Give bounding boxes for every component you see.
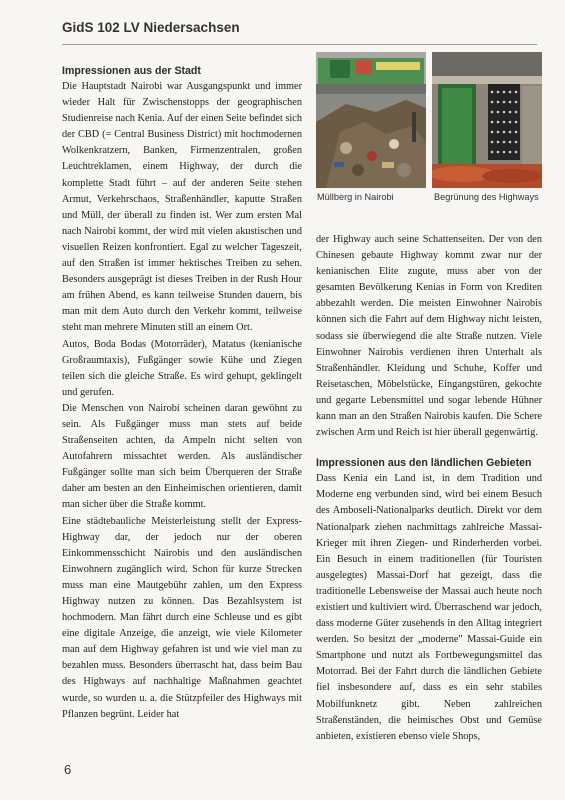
right-column bbox=[316, 232, 542, 745]
page-number: 6 bbox=[64, 762, 72, 777]
header-divider bbox=[62, 44, 537, 45]
photo-caption: Begrünung des Highways bbox=[434, 192, 539, 202]
section-heading-rural: Impressionen aus den ländlichen Gebieten bbox=[316, 457, 532, 470]
photo-caption: Müllberg in Nairobi bbox=[317, 192, 394, 202]
left-column bbox=[62, 63, 302, 723]
paragraph: Die Hauptstadt Nairobi war Ausgangspunkt und immer wieder Halt für Zwischenstopps der geographischen Studienreise nach Kenia. Auf der einen Seite befindet sich der CBD (= Central Business District) mit hochmodernen Wolkenkratzern, Banken, Firmenzentralen, großen Leuchtreklamen, einem Highway, der durch die komplette Stadt führt – auf der anderen Seite stehen Armut, Verkehrschaos, Straßenhändler, kaputte Straßen und Müll, der überall zu finden ist. Wer zum ersten Mal nach Nairobi kommt, der wird mit vielen akustischen und visuellen Reizen konfrontiert. Egal zu welcher Tageszeit, auf den Straßen ist immer hektisches Treiben zu sehen. Besonders ausgeprägt ist dieses Treiben in der Rush Hour am frühen Abend, es kann teilweise Stunden dauern, bis man mit dem Auto durch den Verkehr kommt, teilweise steht man mehrere Minuten still an einem Ort. bbox=[62, 81, 302, 334]
paragraph: Eine städtebauliche Meisterleistung stellt der Express-Highway dar, der jedoch nur der oberen Einkommensschicht Nairobis und den ausländischen Einwohnern zugänglich wird. Schon für kurze Strecken muss man eine Mautgebühr zahlen, um den Express Highway nutzen zu können. Das Bezahlsystem ist hochmodern. Man fährt durch eine Schleuse und es gibt eine digitale Anzeige, die anzeigt, wie viele Kilometer man auf dem Highway gefahren ist und wie viel man zu bezahlen muss. Besonders überrascht hat, dass beim Bau des Highways auf nachhaltige Maßnahmen geachtet wurde, so wurden u. a. die Stützpfeiler des Highways mit Pflanzen begrünt. Leider hat bbox=[62, 515, 302, 720]
section-heading-city: Impressionen aus der Stadt bbox=[62, 65, 201, 77]
paragraph: Dass Kenia ein Land ist, in dem Tradition und Moderne eng verbunden sind, wird bei einem Besuch des Amboseli-Nationalparks deutlich. Direkt vor dem Nationalpark ziehen nachmittags zahlreiche Massai-Krieger mit ihren Ziegen- und Rinderherden vorbei. Ein Besuch in einem traditionellen (für Touristen ausgelegtes) Massai-Dorf hat gezeigt, dass die traditionelle Lebensweise der Massai auch heute noch existiert und kultiviert wird. Überraschend war jedoch, dass moderne Güter zusehends in den Alltag integriert werden. So besitzt der „moderne" Massai-Guide ein Smartphone und nutzt als Fortbewegungsmittel das Motorrad. Bei der Fahrt durch die ländlichen Gebiete fiel insbesondere auf, dass es ein sehr stabiles Mobilfunknetz gibt. Neben zahlreichen Straßenständen, die heimisches Obst und Gemüse anbieten, existieren ebenso viele Shops, bbox=[316, 473, 542, 742]
photo-green-highway bbox=[432, 52, 542, 188]
paragraph: Autos, Boda Bodas (Motorräder), Matatus (kenianische Großraumtaxis), Fußgänger sowie Kühe und Ziegen teilen sich die gleiche Straße. Es wird gehupt, geklingelt und gerufen. bbox=[62, 338, 302, 398]
paragraph: der Highway auch seine Schattenseiten. Der von den Chinesen gebaute Highway kommt zwar nur der kenianischen Elite zugute, muss aber von der gesamten Bevölkerung Kenias in Form von Krediten abbezahlt werden. Die meisten Einwohner Nairobis können sich die Fahrt auf dem Highway nicht leisten, sodass sie überwiegend die alte Straße nutzen. Viele Einwohner Nairobis verdienen ihren Unterhalt als Straßenhändler. Kleidung und Schuhe, Koffer und Reisetaschen, Möbelstücke, Eingangstüren, gekochte und gegarte Lebensmittel und sogar lebende Hühner kann man an den Straßen Nairobis kaufen. Die Schere zwischen Arm und Reich ist hier überall gegenwärtig. bbox=[316, 234, 542, 439]
section-spacer bbox=[316, 441, 542, 455]
photo-garbage-mound bbox=[316, 52, 426, 188]
page-header-title: GidS 102 LV Niedersachsen bbox=[62, 20, 240, 35]
paragraph: Die Menschen von Nairobi scheinen daran gewöhnt zu sein. Als Fußgänger muss man stets auf beide Straßenseiten achten, da Ampeln nicht selten von Autofahrern missachtet werden. Als ausländischer Fußgänger sollte man sich beim Überqueren der Straße daher am besten an den Einheimischen orientieren, damit man sicher über die Straße kommt. bbox=[62, 402, 302, 511]
